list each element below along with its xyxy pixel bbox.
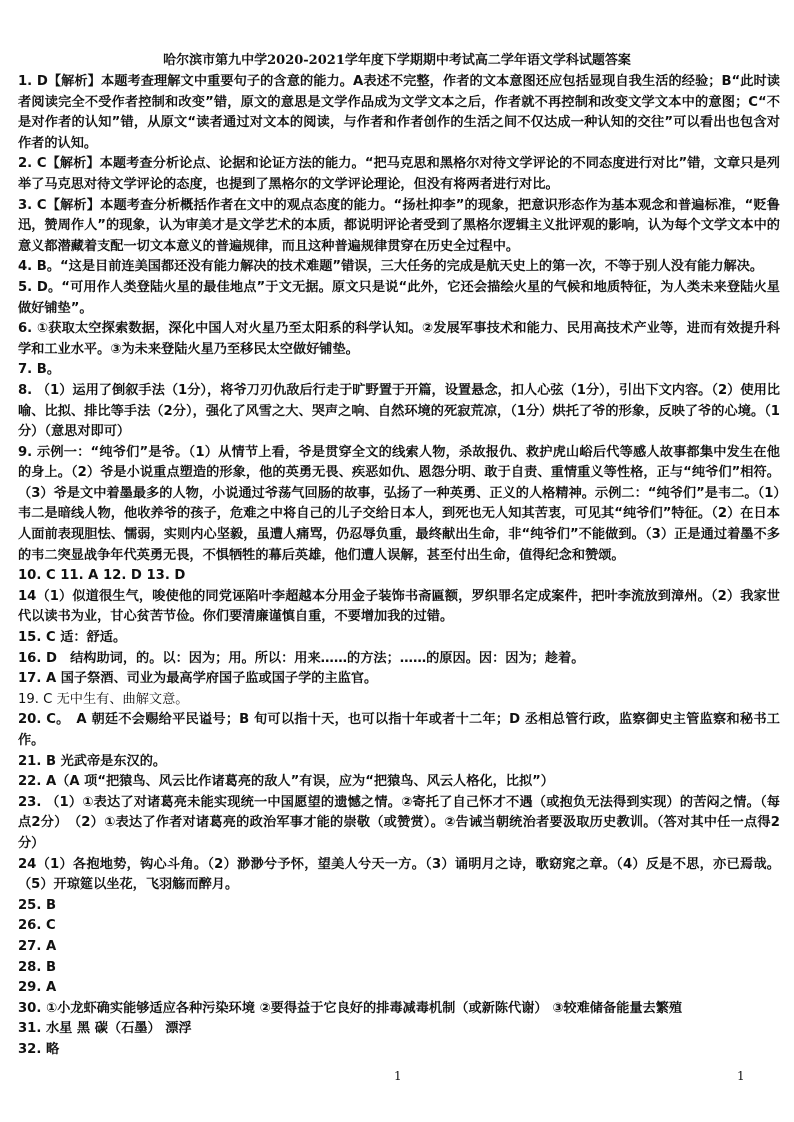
- answer-19: 19. C 无中生有、曲解文意。: [18, 691, 189, 707]
- answer-22: 22. A（A 项“把猿鸟、风云比作诸葛亮的敌人”有误，应为“把猿鸟、风云人格化，比拟”）: [18, 774, 554, 790]
- answer-4: 4. B。“这是目前连美国都还没有能力解决的技术难题”错误，三大任务的完成是航天史上的第一次，不等于别人没有能力解决。: [18, 259, 764, 275]
- answer-14: 14（1）似道很生气，唆使他的同党诬陷叶李超越本分用金子装饰书斋匾额，罗织罪名定成案件，把叶李流放到漳州。（2）我家世代以读书为业，甘心贫苦节俭。你们要清廉谨慎自重，不要增加我的过错。: [18, 588, 780, 625]
- answer-24: 24（1）各抱地势，钩心斗角。（2）渺渺兮予怀，望美人兮天一方。（3）诵明月之诗，歌窈窕之章。（4）反是不思，亦已焉哉。（5）开琼筵以坐花，飞羽觞而醉月。: [18, 856, 780, 893]
- answer-8: 8. （1）运用了倒叙手法（1分），将爷刀刃仇敌后行走于旷野置于开篇，设置悬念，扣人心弦（1分），引出下文内容。（2）使用比喻、比拟、排比等手法（2分），强化了风雪之大、哭声之响、自然环境的死寂荒凉，（1分）烘托了爷的形象，反映了爷的心境。（1分）（意思对即可）: [18, 382, 780, 440]
- answer-16: 16. D 结构助词，的。以：因为；用。所以：用来……的方法；……的原因。因：因为；趁着。: [18, 650, 585, 666]
- answer-23: 23. （1）①表达了对诸葛亮未能实现统一中国愿望的遗憾之情。②寄托了自己怀才不遇（或抱负无法得到实现）的苦闷之情。（每点2分） （2）①表达了作者对诸葛亮的政治军事才能的崇敬（或赞赏）。②告诫当朝统治者要汲取历史教训。（答对其中任一点得2分）: [18, 794, 780, 851]
- answer-15: 15. C 适：舒适。: [18, 630, 127, 646]
- answer-3: 3. C【解析】本题考查分析概括作者在文中的观点态度的能力。“扬杜抑李”的现象，把意识形态作为基本观念和普遍标准，“贬鲁迅，赞周作人”的现象，认为审美才是文学艺术的本质，都说明评论者受到了黑格尔逻辑主义批评观的影响，认为每个文学文本中的意义都潜藏着支配一切文本意义的普遍规律，而且这种普遍规律贯穿在历史全过程中。: [18, 197, 780, 254]
- answer-26: 26. C: [18, 918, 56, 934]
- answer-2: 2. C【解析】本题考查分析论点、论据和论证方法的能力。“把马克思和黑格尔对待文学评论的不同态度进行对比”错，文章只是列举了马克思对待文学评论的态度，也提到了黑格尔的文学评论理论，但没有将两者进行对比。: [18, 156, 780, 192]
- answer-28: 28. B: [18, 959, 57, 975]
- answer-31: 31. 水星 黑 碳（石墨） 漂浮: [18, 1021, 192, 1037]
- answer-32: 32. 略: [18, 1041, 60, 1057]
- answer-10-13: 10. C 11. A 12. D 13. D: [18, 568, 186, 584]
- answer-17: 17. A 国子祭酒、司业为最高学府国子监或国子学的主监官。: [18, 671, 378, 687]
- answer-21: 21. B 光武帝是东汉的。: [18, 753, 167, 769]
- answer-20: 20. C。 A 朝廷不会赐给平民谥号；B 旬可以指十天，也可以指十年或者十二年；D 丞相总管行政，监察御史主管监察和秘书工作。: [18, 712, 780, 748]
- answer-list: [18, 72, 780, 1061]
- answer-7: 7. B。: [18, 362, 61, 378]
- answer-1: 1. D【解析】本题考查理解文中重要句子的含意的能力。A表述不完整，作者的文本意图还应包括显现自我生活的经验；B“此时读者阅读完全不受作者控制和改变”错，原文的意思是文学作品成为文学文本之后，作者就不再控制和改变文学文本中的意图；C“不是对作者的认知”错，从原文“读者通过对文本的阅读，与作者和作者创作的生活之间不仅达成一种认知的交往”可以看出也包含对作者的认知。: [18, 74, 780, 151]
- answer-6: 6. ①获取太空探索数据，深化中国人对火星乃至太阳系的科学认知。②发展军事技术和能力、民用高技术产业等，进而有效提升科学和工业水平。③为未来登陆火星乃至移民太空做好铺垫。: [18, 321, 780, 357]
- page-number-right: 1: [737, 1069, 745, 1083]
- document-title: 哈尔滨市第九中学2020-2021学年度下学期期中考试高二学年语文学科试题答案: [163, 53, 631, 68]
- page-number-left: 1: [394, 1069, 402, 1083]
- answer-29: 29. A: [18, 980, 57, 996]
- answer-9: 9. 示例一：“纯爷们”是爷。（1）从情节上看，爷是贯穿全文的线索人物，杀故报仇、救护虎山峪后代等感人故事都集中发生在他的身上。（2）爷是小说重点塑造的形象，他的英勇无畏、疾恶如仇、恩怨分明、敢于自责、重情重义等性格，正与“纯爷们”相符。（3）爷是文中着墨最多的人物，小说通过爷荡气回肠的故事，弘扬了一种英勇、正义的人格精神。示例二：“纯爷们”是韦二。（1）韦二是暗线人物，他收养爷的孩子，危难之中将自己的儿子交给日本人，到死也无人知其苦衷，可见其“纯爷们”特征。（2）在日本人面前表现胆怯、懦弱，实则内心坚毅，虽遭人痛骂，仍忍辱负重，最终献出生命，非“纯爷们”不能做到。（3）正是通过着墨不多的韦二突显战争年代英勇无畏，不惧牺牲的幕后英雄，他们遭人误解，甚至付出生命，值得纪念和赞颂。: [18, 444, 780, 563]
- answer-5: 5. D。“可用作人类登陆火星的最佳地点”于文无据。原文只是说“此外，它还会描绘火星的气候和地质特征，为人类未来登陆火星做好铺垫”。: [18, 279, 780, 316]
- answer-30: 30. ①小龙虾确实能够适应各种污染环境 ②要得益于它良好的排毒减毒机制（或新陈代谢） ③较难储备能量去繁殖: [18, 1000, 683, 1016]
- answer-25: 25. B: [18, 897, 57, 913]
- answer-27: 27. A: [18, 938, 57, 954]
